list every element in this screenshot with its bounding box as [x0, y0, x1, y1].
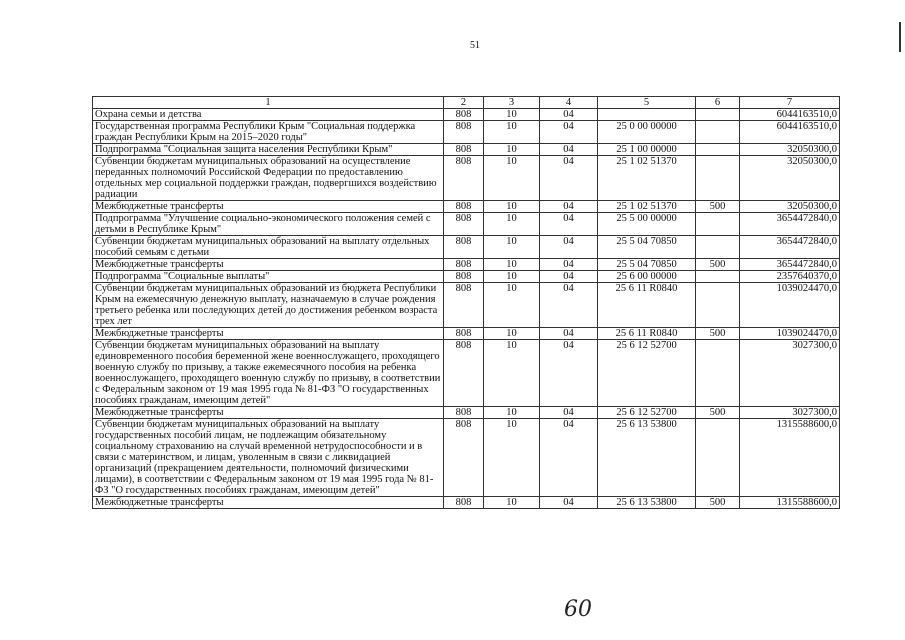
row-section-cell: 10	[484, 419, 540, 497]
row-expense-type-cell	[696, 419, 740, 497]
row-code-cell: 808	[444, 419, 484, 497]
row-section-cell: 10	[484, 328, 540, 340]
row-name-cell: Межбюджетные трансферты	[93, 201, 444, 213]
page-number: 51	[470, 40, 480, 51]
row-expense-type-cell: 500	[696, 201, 740, 213]
row-name-cell: Межбюджетные трансферты	[93, 497, 444, 509]
handwritten-page-number	[560, 590, 610, 624]
row-subsection-cell: 04	[540, 340, 598, 407]
row-target-article-cell: 25 5 04 70850	[598, 259, 696, 271]
row-code-cell: 808	[444, 144, 484, 156]
row-subsection-cell: 04	[540, 236, 598, 259]
row-section-cell: 10	[484, 236, 540, 259]
table-body	[93, 109, 840, 509]
row-section-cell: 10	[484, 109, 540, 121]
column-header: 6	[696, 97, 740, 109]
row-subsection-cell: 04	[540, 271, 598, 283]
budget-table	[92, 96, 840, 509]
row-name-cell: Государственная программа Республики Крым "Социальная поддержка граждан Республики Крым на 2015–2020 годы"	[93, 121, 444, 144]
row-name-cell: Охрана семьи и детства	[93, 109, 444, 121]
column-header: 7	[740, 97, 840, 109]
row-amount-cell: 6044163510,0	[740, 121, 840, 144]
row-amount-cell: 1315588600,0	[740, 497, 840, 509]
row-expense-type-cell	[696, 236, 740, 259]
row-expense-type-cell	[696, 156, 740, 201]
row-subsection-cell: 04	[540, 419, 598, 497]
table-row	[93, 201, 840, 213]
table-row	[93, 259, 840, 271]
row-code-cell: 808	[444, 201, 484, 213]
row-section-cell: 10	[484, 121, 540, 144]
row-section-cell: 10	[484, 144, 540, 156]
row-amount-cell: 3027300,0	[740, 407, 840, 419]
row-amount-cell: 1039024470,0	[740, 328, 840, 340]
row-amount-cell: 2357640370,0	[740, 271, 840, 283]
row-code-cell: 808	[444, 236, 484, 259]
row-name-cell: Субвенции бюджетам муниципальных образований на выплату государственных пособий лицам, не подлежащим обязательному социальному страхованию на случай временной нетрудоспособности и в связи с материнством, и лицам, уволенным в связи с ликвидацией организаций (прекращением деятельности, полномочий физическими лицами), в соответствии с Федеральным законом от 19 мая 1995 года № 81-ФЗ "О государственных пособиях гражданам, имеющим детей"	[93, 419, 444, 497]
row-target-article-cell: 25 6 11 R0840	[598, 328, 696, 340]
row-target-article-cell: 25 1 02 51370	[598, 201, 696, 213]
row-subsection-cell: 04	[540, 328, 598, 340]
column-header: 3	[484, 97, 540, 109]
row-amount-cell: 32050300,0	[740, 144, 840, 156]
row-amount-cell: 3027300,0	[740, 340, 840, 407]
row-section-cell: 10	[484, 497, 540, 509]
table-row	[93, 328, 840, 340]
row-target-article-cell: 25 0 00 00000	[598, 121, 696, 144]
row-name-cell: Подпрограмма "Улучшение социально-экономического положения семей с детьми в Республике Крым"	[93, 213, 444, 236]
page-edge-mark	[899, 22, 901, 52]
row-code-cell: 808	[444, 283, 484, 328]
row-target-article-cell: 25 1 00 00000	[598, 144, 696, 156]
row-section-cell: 10	[484, 271, 540, 283]
row-section-cell: 10	[484, 283, 540, 328]
row-code-cell: 808	[444, 121, 484, 144]
row-subsection-cell: 04	[540, 121, 598, 144]
table-row	[93, 497, 840, 509]
row-expense-type-cell: 500	[696, 328, 740, 340]
row-code-cell: 808	[444, 407, 484, 419]
row-name-cell: Субвенции бюджетам муниципальных образований на выплату единовременного пособия беременной жене военнослужащего, проходящего военную службу по призыву, а также ежемесячного пособия на ребенка военнослужащего, проходящего военную службу по призыву, в соответствии с Федеральным законом от 19 мая 1995 года № 81-ФЗ "О государственных пособиях гражданам, имеющим детей"	[93, 340, 444, 407]
row-section-cell: 10	[484, 407, 540, 419]
svg-text:60: 60	[564, 597, 592, 622]
row-target-article-cell	[598, 109, 696, 121]
row-section-cell: 10	[484, 259, 540, 271]
row-subsection-cell: 04	[540, 156, 598, 201]
row-code-cell: 808	[444, 271, 484, 283]
column-header: 4	[540, 97, 598, 109]
row-subsection-cell: 04	[540, 259, 598, 271]
row-section-cell: 10	[484, 201, 540, 213]
column-header: 1	[93, 97, 444, 109]
row-name-cell: Подпрограмма "Социальные выплаты"	[93, 271, 444, 283]
row-section-cell: 10	[484, 213, 540, 236]
row-expense-type-cell: 500	[696, 407, 740, 419]
table-row	[93, 407, 840, 419]
row-section-cell: 10	[484, 340, 540, 407]
row-amount-cell: 1039024470,0	[740, 283, 840, 328]
row-name-cell: Субвенции бюджетам муниципальных образований из бюджета Республики Крым на ежемесячную денежную выплату, назначаемую в случае рождения третьего ребенка или последующих детей до достижения ребенком возраста трех лет	[93, 283, 444, 328]
row-target-article-cell: 25 1 02 51370	[598, 156, 696, 201]
table-row	[93, 283, 840, 328]
row-subsection-cell: 04	[540, 109, 598, 121]
row-target-article-cell: 25 6 00 00000	[598, 271, 696, 283]
table-row	[93, 121, 840, 144]
row-code-cell: 808	[444, 109, 484, 121]
row-subsection-cell: 04	[540, 407, 598, 419]
table-row	[93, 419, 840, 497]
row-expense-type-cell	[696, 109, 740, 121]
row-code-cell: 808	[444, 259, 484, 271]
row-expense-type-cell: 500	[696, 497, 740, 509]
column-header: 2	[444, 97, 484, 109]
table-row	[93, 213, 840, 236]
row-code-cell: 808	[444, 328, 484, 340]
row-name-cell: Субвенции бюджетам муниципальных образований на осуществление переданных полномочий Российской Федерации по предоставлению отдельных мер социальной поддержки граждан, подвергшихся воздействию радиации	[93, 156, 444, 201]
row-target-article-cell: 25 6 13 53800	[598, 419, 696, 497]
row-expense-type-cell: 500	[696, 259, 740, 271]
row-section-cell: 10	[484, 156, 540, 201]
row-name-cell: Межбюджетные трансферты	[93, 328, 444, 340]
row-subsection-cell: 04	[540, 213, 598, 236]
row-name-cell: Межбюджетные трансферты	[93, 259, 444, 271]
row-target-article-cell: 25 6 12 52700	[598, 340, 696, 407]
table-row	[93, 236, 840, 259]
row-subsection-cell: 04	[540, 201, 598, 213]
row-expense-type-cell	[696, 271, 740, 283]
row-amount-cell: 6044163510,0	[740, 109, 840, 121]
row-target-article-cell: 25 5 00 00000	[598, 213, 696, 236]
table-row	[93, 340, 840, 407]
row-code-cell: 808	[444, 156, 484, 201]
row-expense-type-cell	[696, 340, 740, 407]
row-expense-type-cell	[696, 213, 740, 236]
row-name-cell: Субвенции бюджетам муниципальных образований на выплату отдельных пособий семьям с детьми	[93, 236, 444, 259]
row-target-article-cell: 25 6 12 52700	[598, 407, 696, 419]
row-name-cell: Подпрограмма "Социальная защита населения Республики Крым"	[93, 144, 444, 156]
row-expense-type-cell	[696, 283, 740, 328]
row-target-article-cell: 25 6 13 53800	[598, 497, 696, 509]
row-expense-type-cell	[696, 121, 740, 144]
row-amount-cell: 32050300,0	[740, 156, 840, 201]
table-row	[93, 109, 840, 121]
column-header: 5	[598, 97, 696, 109]
row-target-article-cell: 25 5 04 70850	[598, 236, 696, 259]
row-amount-cell: 3654472840,0	[740, 213, 840, 236]
row-code-cell: 808	[444, 497, 484, 509]
row-amount-cell: 3654472840,0	[740, 236, 840, 259]
row-amount-cell: 3654472840,0	[740, 259, 840, 271]
table-header-row	[93, 97, 840, 109]
row-amount-cell: 32050300,0	[740, 201, 840, 213]
row-name-cell: Межбюджетные трансферты	[93, 407, 444, 419]
table-row	[93, 271, 840, 283]
row-subsection-cell: 04	[540, 283, 598, 328]
row-amount-cell: 1315588600,0	[740, 419, 840, 497]
row-subsection-cell: 04	[540, 144, 598, 156]
table-row	[93, 156, 840, 201]
row-code-cell: 808	[444, 213, 484, 236]
row-expense-type-cell	[696, 144, 740, 156]
row-code-cell: 808	[444, 340, 484, 407]
row-subsection-cell: 04	[540, 497, 598, 509]
row-target-article-cell: 25 6 11 R0840	[598, 283, 696, 328]
table-row	[93, 144, 840, 156]
